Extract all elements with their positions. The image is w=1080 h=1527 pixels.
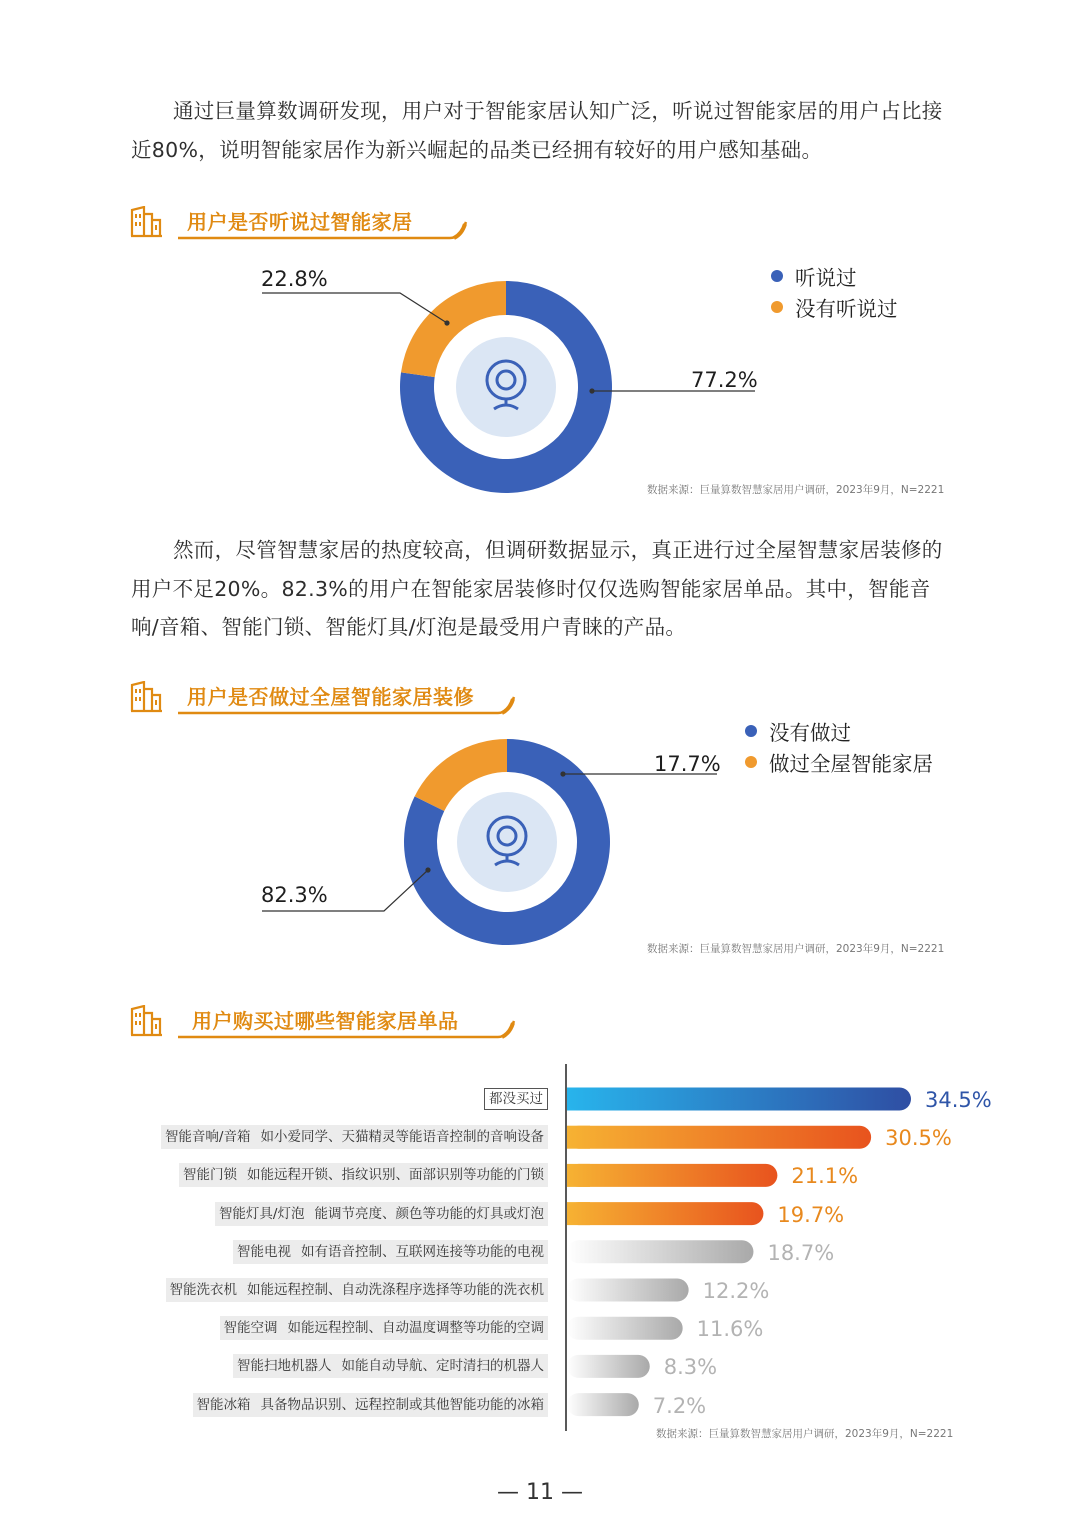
category-name: 智能电视 [237,1243,291,1260]
slice-label-not-done: 82.3% [261,883,328,907]
category-description: 如能自动导航、定时清扫的机器人 [341,1358,544,1375]
bar-value-label: 34.5% [925,1088,992,1112]
bar-category-label [193,1393,549,1417]
bar-0 [567,1088,911,1111]
legend-dot [745,725,757,737]
legend-item [771,291,898,322]
intro-paragraph: 通过巨量算数调研发现，用户对于智能家居认知广泛，听说过智能家居的用户占比接近80%，说明智能家居作为新兴崛起的品类已经拥有较好的用户感知基础。 [131,99,943,162]
category-name: 都没买过 [489,1091,543,1107]
bar-value-label: 12.2% [702,1279,770,1303]
bar-category-label [215,1202,548,1226]
donut-center [457,792,557,892]
bar-3 [567,1202,763,1225]
bar-2 [567,1164,777,1187]
building-icon [130,1005,164,1037]
bar-category-label [161,1125,548,1149]
bar-value-label: 21.1% [791,1164,859,1189]
donut-center [456,337,556,437]
category-name: 智能门锁 [183,1167,237,1184]
bar-7 [567,1355,650,1378]
category-name: 智能空调 [223,1320,278,1337]
legend-dot [771,270,783,282]
legend-heard [771,260,898,322]
bar-value-label: 19.7% [777,1202,845,1227]
category-name: 智能冰箱 [196,1396,251,1413]
source-note: 数据来源：巨量算数智慧家居用户调研，2023年9月，N=2221 [656,1428,954,1440]
bar-category-label [179,1163,548,1187]
title-underline [178,1017,518,1041]
bar-8 [567,1393,639,1416]
bars [567,1088,911,1417]
page-number: — 11 — [497,1480,583,1505]
slice-label-done: 17.7% [654,752,721,776]
category-description: 具备物品识别、远程控制或其他智能功能的冰箱 [260,1396,544,1413]
section-title: 用户是否做过全屋智能家居装修 [187,685,474,709]
legend-label: 没有做过 [769,720,851,745]
legend-label: 听说过 [795,265,857,290]
category-description: 如能远程控制、自动洗涤程序选择等功能的洗衣机 [247,1282,544,1298]
category-description: 能调节亮度、颜色等功能的灯具或灯泡 [314,1205,544,1222]
source-note: 数据来源：巨量算数智慧家居用户调研，2023年9月，N=2221 [647,484,945,496]
category-description: 如能远程开锁、指纹识别、面部识别等功能的门锁 [247,1167,544,1184]
legend-label: 做过全屋智能家居 [769,751,933,776]
category-description: 如小爱同学、天猫精灵等能语音控制的音响设备 [260,1129,544,1146]
bar-value-label: 8.3% [663,1355,718,1380]
bar-1 [567,1126,871,1149]
donut-chart-heard [0,0,1080,520]
section-title: 用户购买过哪些智能家居单品 [192,1009,459,1033]
bar-category-label [166,1278,549,1302]
legend-renovation [745,715,933,777]
second-paragraph: 然而，尽管智慧家居的热度较高，但调研数据显示，真正进行过全屋智慧家居装修的用户不足20%。82.3%的用户在智能家居装修时仅仅选购智能家居单品。其中，智能音响/音箱、智能门锁、智能灯具/灯泡是最受用户青睐的产品。 [131,538,943,639]
category-name: 智能音响/音箱 [164,1129,251,1146]
category-name: 智能灯具/灯泡 [218,1205,305,1222]
legend-item [745,715,933,746]
legend-item [771,260,898,291]
bar-value-label: 7.2% [652,1393,707,1418]
category-name: 智能扫地机器人 [237,1358,332,1375]
bar-value-label: 18.7% [767,1240,835,1265]
slice-label-not-heard: 22.8% [261,267,328,291]
legend-item [745,746,933,777]
section-header-products [130,1003,550,1043]
bar-4 [567,1240,753,1263]
bar-category-label [233,1354,548,1378]
bar-value-label: 11.6% [696,1317,764,1342]
bar-5 [567,1279,689,1302]
legend-dot [745,756,757,768]
bar-value-label: 30.5% [885,1126,952,1151]
slice-label-heard: 77.2% [691,368,758,392]
bar-category-label [484,1088,548,1110]
category-description: 如有语音控制、互联网连接等功能的电视 [301,1243,544,1260]
bar-category-label [233,1240,548,1264]
category-description: 如能远程控制、自动温度调整等功能的空调 [287,1320,544,1337]
bar-6 [567,1317,683,1340]
category-name: 智能洗衣机 [169,1282,237,1298]
source-note: 数据来源：巨量算数智慧家居用户调研，2023年9月，N=2221 [647,943,945,955]
bar-category-label [220,1316,549,1340]
legend-label: 没有听说过 [795,296,898,321]
legend-dot [771,301,783,313]
section-title: 用户是否听说过智能家居 [187,210,413,234]
